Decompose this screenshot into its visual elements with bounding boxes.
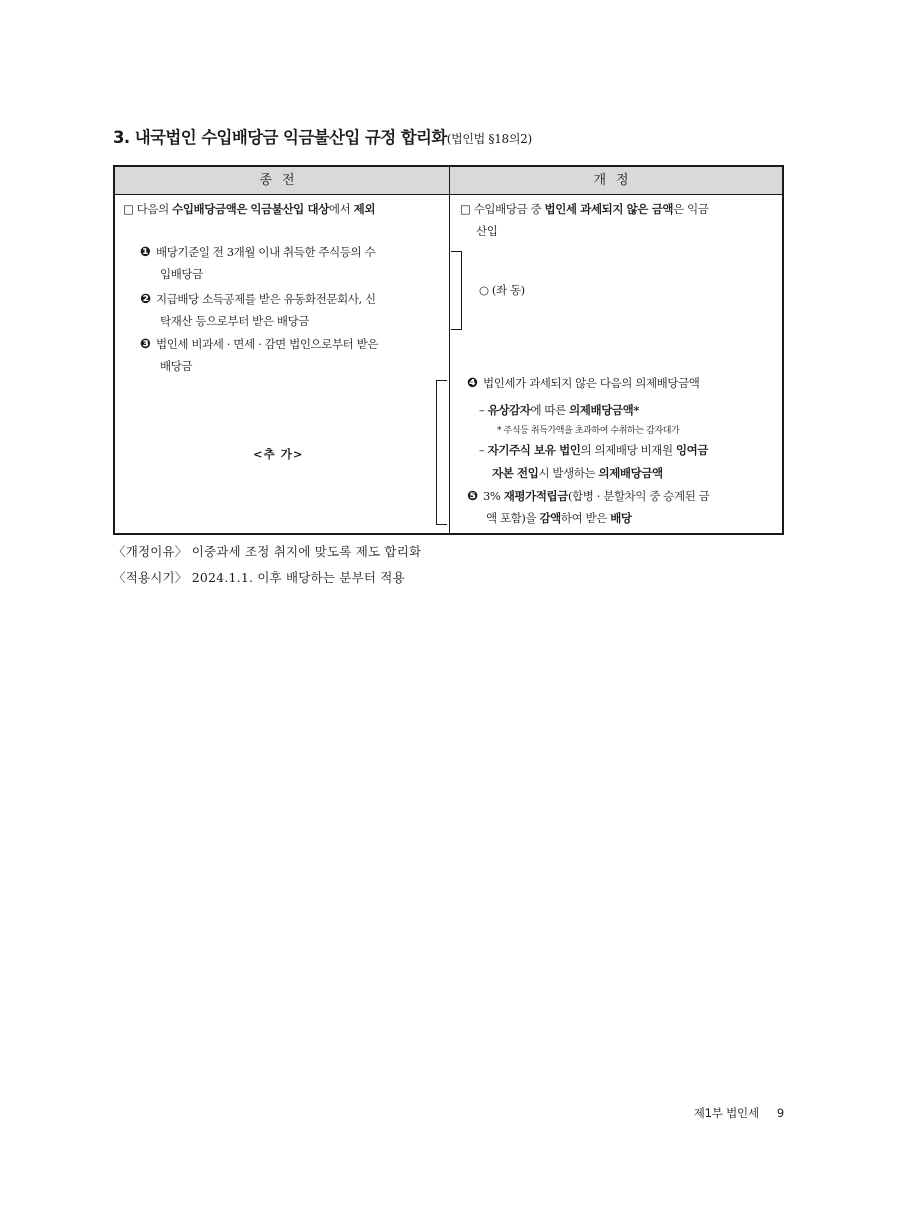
old-item-2-number: ❷ bbox=[140, 292, 151, 307]
new-item-4-number: ❹ bbox=[467, 376, 478, 391]
page-footer bbox=[694, 1105, 784, 1121]
new-dash-1 bbox=[479, 399, 639, 422]
old-item-2-cont: 탁재산 등으로부터 받은 배당금 bbox=[160, 314, 309, 328]
new-dash-2-mid: 의 의제배당 비재원 bbox=[580, 443, 676, 457]
new-intro-cont: 산입 bbox=[476, 224, 498, 238]
header-before-revision: 종전 bbox=[115, 167, 449, 194]
new-dash-2-bold-surplus: 잉여금 bbox=[675, 443, 709, 457]
new-item-5-bold-reduction: 감액 bbox=[539, 511, 561, 525]
added-label: <추 가> bbox=[253, 447, 304, 461]
section-title-main: 3. 내국법인 수입배당금 익금불산입 규정 합리화 bbox=[113, 128, 447, 147]
new-dash-1-bold-deemed-dividend: 의제배당금액* bbox=[569, 403, 639, 417]
new-intro-text: □ 수입배당금 중 bbox=[460, 202, 545, 216]
effective-date-label: 〈적용시기〉 bbox=[113, 570, 188, 585]
new-dash-2-cont bbox=[492, 462, 663, 485]
same-as-left-bracket bbox=[451, 251, 462, 330]
old-item-3-cont: 배당금 bbox=[160, 359, 193, 373]
new-dash-1-bold-capital-reduction: 유상감자 bbox=[487, 403, 531, 417]
revision-reason bbox=[113, 542, 421, 560]
old-item-2-line1: 지급배당 소득공제를 받은 유동화전문회사, 신 bbox=[156, 292, 376, 306]
new-item-5-bold-dividend: 배당 bbox=[610, 511, 632, 525]
new-item-5-pre: 3% bbox=[483, 489, 504, 503]
new-dash-2-bold-amount: 의제배당금액 bbox=[598, 466, 663, 480]
revision-reason-label: 〈개정이유〉 bbox=[113, 544, 188, 559]
old-item-1-cont: 입배당금 bbox=[160, 267, 203, 281]
old-intro-bold-exclude: 제외 bbox=[353, 202, 376, 216]
new-dash-2-bold-treasury: 자기주식 보유 법인 bbox=[487, 443, 581, 457]
old-intro-line bbox=[123, 198, 375, 221]
new-item-5-post: (합병 · 분할차익 중 승계된 금 bbox=[567, 489, 710, 503]
comparison-table bbox=[113, 165, 784, 535]
header-after-revision: 개정 bbox=[450, 167, 782, 194]
old-item-3-line1: 법인세 비과세 · 면세 · 감면 법인으로부터 받은 bbox=[156, 337, 379, 351]
old-item-3 bbox=[140, 333, 378, 356]
new-dash-2 bbox=[479, 439, 708, 462]
old-intro-text: □ 다음의 bbox=[123, 202, 173, 216]
new-intro-line bbox=[460, 198, 709, 221]
law-reference: (법인법 §18의2) bbox=[446, 132, 532, 146]
revision-reason-text: 이중과세 조정 취지에 맞도록 제도 합리화 bbox=[191, 544, 422, 559]
new-intro-bold: 법인세 과세되지 않은 금액 bbox=[544, 202, 674, 216]
effective-date bbox=[113, 568, 405, 586]
new-dash-1-dash: – bbox=[479, 403, 488, 417]
new-item-5-cont-pre: 액 포함)을 bbox=[486, 511, 540, 525]
column-divider bbox=[449, 167, 450, 533]
new-intro-post: 은 익금 bbox=[673, 202, 709, 216]
new-dash-2-cont-mid: 시 발생하는 bbox=[538, 466, 599, 480]
old-item-1 bbox=[140, 241, 375, 264]
old-item-1-line1: 배당기준일 전 3개월 이내 취득한 주식등의 수 bbox=[156, 245, 376, 259]
effective-date-text: 2024.1.1. 이후 배당하는 분부터 적용 bbox=[191, 570, 405, 585]
new-dash-2-dash: – bbox=[479, 443, 488, 457]
added-items-bracket bbox=[436, 380, 447, 525]
old-intro-post: 에서 bbox=[328, 202, 354, 216]
new-item-4-text: 법인세가 과세되지 않은 다음의 의제배당금액 bbox=[483, 376, 700, 390]
new-item-5 bbox=[467, 485, 709, 508]
footnote: * 주식등 취득가액을 초과하여 수취하는 감자대가 bbox=[497, 426, 680, 436]
same-as-left: ○ (좌 동) bbox=[479, 283, 525, 297]
old-intro-bold-amount: 수입배당금액은 bbox=[172, 202, 248, 216]
new-item-4 bbox=[467, 372, 700, 395]
new-item-5-cont-mid: 하여 받은 bbox=[560, 511, 611, 525]
old-item-2 bbox=[140, 288, 376, 311]
footer-section: 제1부 법인세 bbox=[693, 1106, 759, 1120]
new-dash-2-bold-capitalization: 자본 전입 bbox=[492, 466, 539, 480]
new-item-5-number: ❺ bbox=[467, 489, 478, 504]
new-item-5-cont bbox=[486, 507, 632, 530]
old-intro-bold-target: 익금불산입 대상 bbox=[250, 202, 329, 216]
old-item-3-number: ❸ bbox=[140, 337, 151, 352]
section-title bbox=[113, 124, 532, 148]
new-dash-1-mid: 에 따른 bbox=[530, 403, 570, 417]
new-item-5-bold-reserve: 재평가적립금 bbox=[503, 489, 568, 503]
page-number: 9 bbox=[776, 1106, 784, 1120]
old-item-1-number: ❶ bbox=[140, 245, 151, 260]
